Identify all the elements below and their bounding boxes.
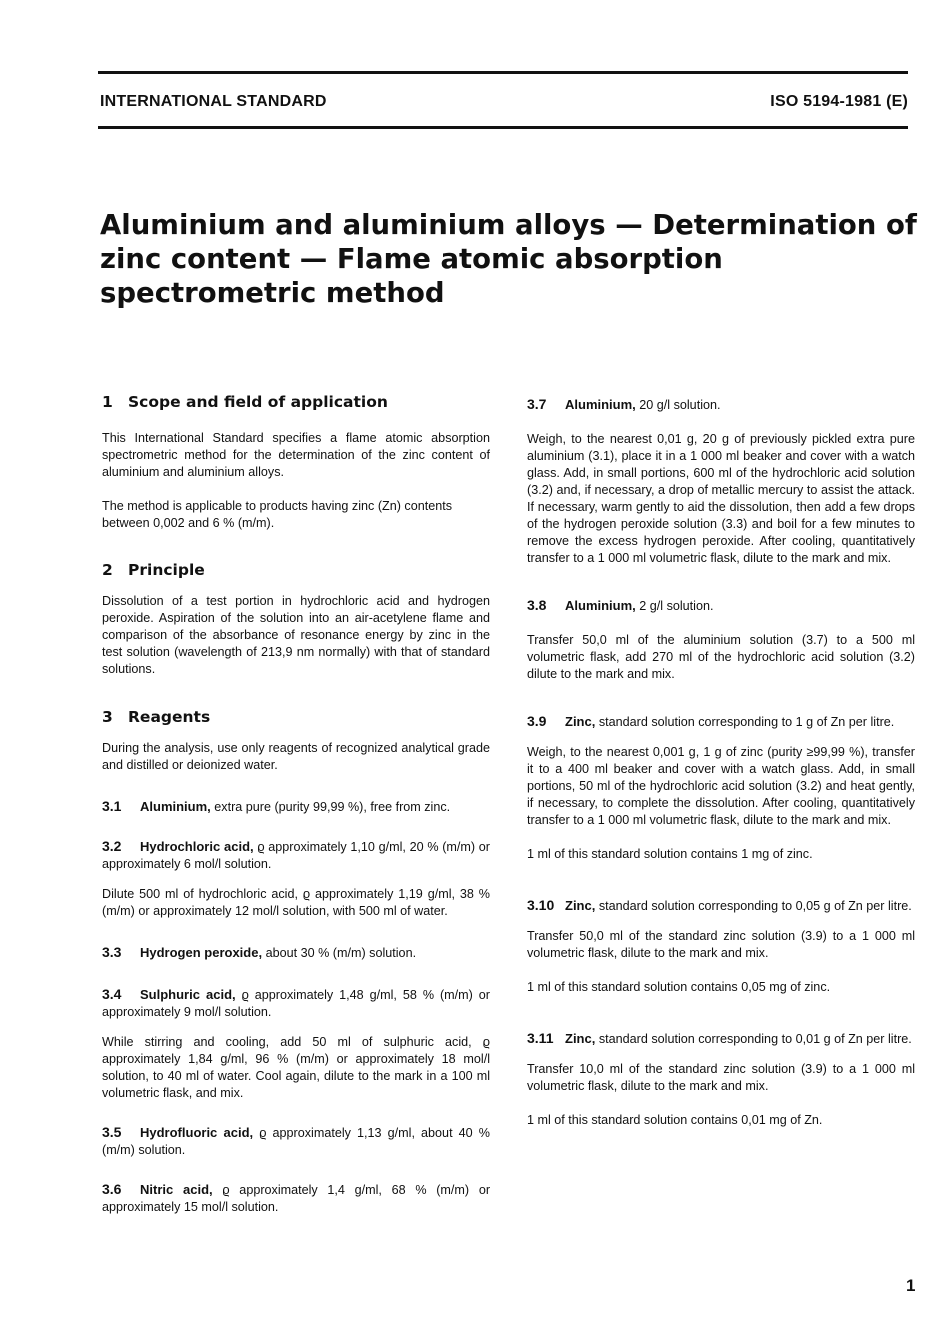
paragraph: This International Standard specifies a flame atomic absorption spectrometric method for the determination of the zinc content of aluminium and aluminium alloys. <box>102 431 490 479</box>
clause-number: 3.7 <box>527 396 547 412</box>
reagent-spec: ϱ approximately 1,4 g/ml, 68 % (m/m) or approximately 15 mol/l solution. <box>102 1183 491 1214</box>
reagent-spec: standard solution corresponding to 0,01 g of Zn per litre. <box>595 1032 912 1046</box>
paragraph: While stirring and cooling, add 50 ml of sulphuric acid, ϱ approximately 1,84 g/ml, 96 % (m/m) or approximately 18 mol/l solution, to 40 ml of water. Cool again, dilute to the mark in a 100 ml volumetric flask, and mix. <box>102 1035 490 1100</box>
reagent-spec: about 30 % (m/m) solution. <box>262 946 417 960</box>
section-heading <box>102 392 490 412</box>
reagent-3-1 <box>102 798 490 816</box>
page-number: 1 <box>906 1276 916 1295</box>
header-top-rule <box>98 71 908 74</box>
paragraph: Transfer 10,0 ml of the standard zinc solution (3.9) to a 1 000 ml volumetric flask, dilute to the mark and mix. <box>527 1062 915 1093</box>
paragraph: 1 ml of this standard solution contains 0,05 mg of zinc. <box>527 980 831 994</box>
reagent-spec: standard solution corresponding to 0,05 g of Zn per litre. <box>595 899 912 913</box>
paragraph: Weigh, to the nearest 0,01 g, 20 g of previously pickled extra pure aluminium (3.1), place it in a 1 000 ml beaker and cover with a watch glass. Add, in small portions, 600 ml of the hydrochloric acid solution (3.2) and, if necessary, a drop of metallic mercury to assist the attack. If necessary, warm gently to aid the dissolution, then add a few drops of the hydrogen peroxide solution (3.3) and boil for a few minutes to remove the excess hydrogen peroxide. After cooling, quantitatively transfer to a 1 000 ml volumetric flask, dilute to the mark and mix. <box>527 432 915 565</box>
reagent-spec: ϱ approximately 1,10 g/ml, 20 % (m/m) or approximately 6 mol/l solution. <box>102 840 490 871</box>
paragraph: Dilute 500 ml of hydrochloric acid, ϱ approximately 1,19 g/ml, 38 % (m/m) or approximately 12 mol/l solution, with 500 ml of water. <box>102 887 490 918</box>
reagent-3-5 <box>102 1124 490 1159</box>
reagent-3-11 <box>527 1030 915 1048</box>
reagent-spec: ϱ approximately 1,48 g/ml, 58 % (m/m) or approximately 9 mol/l solution. <box>102 988 490 1019</box>
reagent-3-7 <box>527 396 915 414</box>
reagent-3-8 <box>527 597 915 615</box>
section-number: 2 <box>102 561 113 579</box>
section-title: Principle <box>128 561 205 579</box>
reagent-spec: ϱ approximately 1,13 g/ml, about 40 % (m/m) solution. <box>102 1126 490 1157</box>
reagent-name: Zinc, <box>565 714 596 729</box>
header-document-id: ISO 5194-1981 (E) <box>770 93 908 110</box>
clause-number: 3.9 <box>527 713 547 729</box>
reagent-name: Hydrogen peroxide, <box>140 945 263 960</box>
clause-number: 3.2 <box>102 838 122 854</box>
page-title: Aluminium and aluminium alloys — Determination of zinc content — Flame atomic absorption spectrometric method <box>100 209 917 309</box>
reagent-name: Aluminium, <box>565 397 636 412</box>
reagent-3-2 <box>102 838 490 873</box>
reagent-3-6 <box>102 1181 490 1216</box>
section-number: 1 <box>102 393 113 411</box>
clause-number: 3.8 <box>527 597 547 613</box>
reagent-3-10 <box>527 897 915 915</box>
clause-number: 3.5 <box>102 1124 122 1140</box>
header-standard-label: INTERNATIONAL STANDARD <box>100 93 327 110</box>
left-column <box>102 392 490 1216</box>
reagent-name: Aluminium, <box>565 598 636 613</box>
header-bottom-rule <box>98 126 908 129</box>
reagent-name: Sulphuric acid, <box>140 987 236 1002</box>
clause-number: 3.3 <box>102 944 122 960</box>
section-title: Reagents <box>128 708 211 726</box>
reagent-name: Hydrochloric acid, <box>140 839 254 854</box>
reagent-3-4 <box>102 986 490 1021</box>
paragraph: Transfer 50,0 ml of the aluminium solution (3.7) to a 500 ml volumetric flask, add 270 ml of the hydrochloric acid solution (3.2) dilute to the mark and mix. <box>527 633 915 681</box>
paragraph: During the analysis, use only reagents of recognized analytical grade and distilled or deionized water. <box>102 741 490 772</box>
reagent-3-3 <box>102 944 490 962</box>
reagent-spec: 2 g/l solution. <box>635 599 714 613</box>
reagent-spec: 20 g/l solution. <box>635 398 721 412</box>
clause-number: 3.4 <box>102 986 122 1002</box>
reagent-name: Zinc, <box>565 1031 596 1046</box>
reagent-name: Nitric acid, <box>140 1182 213 1197</box>
section-number: 3 <box>102 708 113 726</box>
clause-number: 3.11 <box>527 1030 554 1046</box>
clause-number: 3.10 <box>527 897 555 913</box>
reagent-spec: standard solution corresponding to 1 g of Zn per litre. <box>595 715 895 729</box>
paragraph: Dissolution of a test portion in hydrochloric acid and hydrogen peroxide. Aspiration of the solution into an air-acetylene flame and comparison of the absorbance of resonance energy by zinc in the test solution (wavelength of 213,9 nm normally) with that of standard solutions. <box>102 594 490 676</box>
right-column <box>527 396 915 1129</box>
paragraph: 1 ml of this standard solution contains 1 mg of zinc. <box>527 847 813 861</box>
clause-number: 3.1 <box>102 798 122 814</box>
reagent-name: Zinc, <box>565 898 596 913</box>
paragraph: Transfer 50,0 ml of the standard zinc solution (3.9) to a 1 000 ml volumetric flask, dilute to the mark and mix. <box>527 929 915 960</box>
reagent-spec: extra pure (purity 99,99 %), free from zinc. <box>210 800 451 814</box>
reagent-3-9 <box>527 713 915 731</box>
reagent-name: Hydrofluoric acid, <box>140 1125 254 1140</box>
paragraph: 1 ml of this standard solution contains 0,01 mg of Zn. <box>527 1113 823 1127</box>
clause-number: 3.6 <box>102 1181 122 1197</box>
paragraph: Weigh, to the nearest 0,001 g, 1 g of zinc (purity ≥99,99 %), transfer it to a 400 ml beaker and cover with a watch glass. Add, in small portions, 50 ml of the hydrochloric acid solution (3.2) and heat gently, if necessary, to complete the dissolution. After cooling, quantitatively transfer to a 1 000 ml volumetric flask, dilute to the mark and mix. <box>527 745 915 827</box>
section-title: Scope and field of application <box>128 393 388 411</box>
section-heading <box>102 707 490 727</box>
paragraph: The method is applicable to products having zinc (Zn) contents between 0,002 and 6 % (m/m). <box>102 499 453 530</box>
reagent-name: Aluminium, <box>140 799 211 814</box>
section-heading <box>102 560 490 580</box>
